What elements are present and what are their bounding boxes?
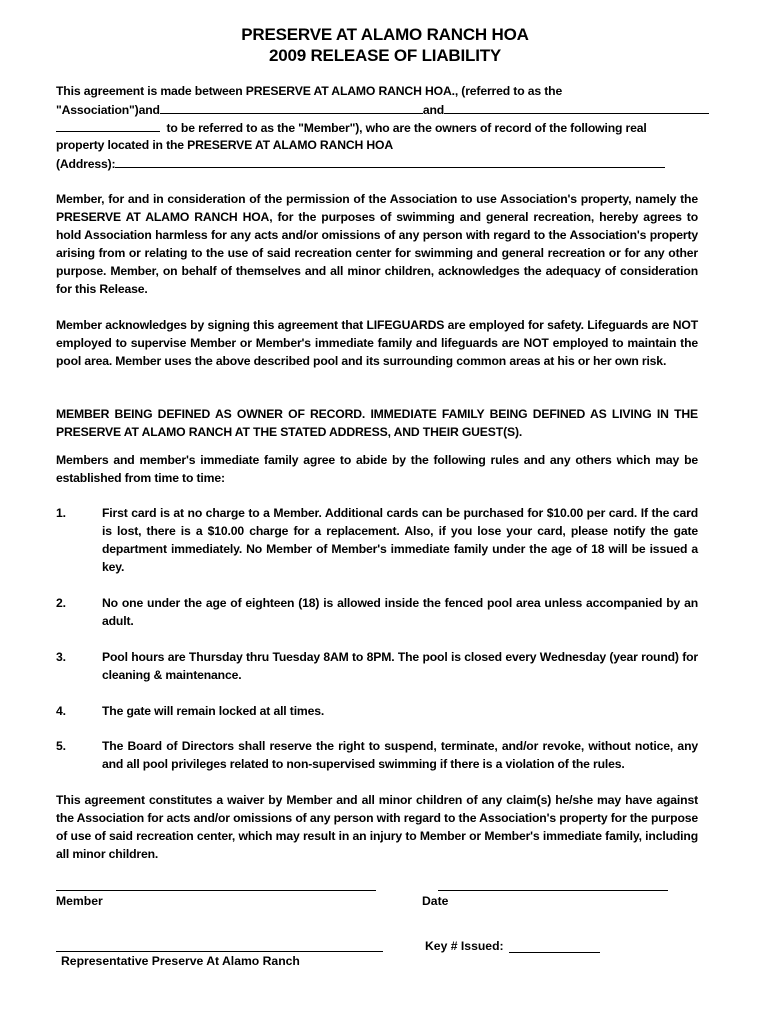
rule-text: Pool hours are Thursday thru Tuesday 8AM to 8PM. The pool is closed every Wednesday (year round) for cleaning & maintenance. — [102, 650, 698, 682]
member-name-blank-1[interactable] — [160, 100, 423, 114]
member-label: Member — [56, 894, 103, 908]
rule-item-2 — [56, 594, 698, 630]
rule-text: The gate will remain locked at all times. — [102, 704, 325, 718]
date-label: Date — [422, 894, 449, 908]
intro-association-text: "Association")and — [56, 103, 160, 117]
representative-label: Representative Preserve At Alamo Ranch — [61, 954, 300, 968]
rule-number: 1. — [56, 506, 66, 520]
rule-text: No one under the age of eighteen (18) is allowed inside the fenced pool area unless accompanied by an adult. — [102, 596, 698, 628]
rule-item-4 — [56, 702, 698, 720]
intro-line-1: This agreement is made between PRESERVE AT ALAMO RANCH HOA., (referred to as the — [56, 84, 563, 98]
definition-paragraph: MEMBER BEING DEFINED AS OWNER OF RECORD. IMMEDIATE FAMILY BEING DEFINED AS LIVING IN THE PRESERVE AT ALAMO RANCH AT THE STATED ADDRESS, AND THEIR GUEST(S). — [56, 407, 698, 439]
waiver-paragraph: This agreement constitutes a waiver by Member and all minor children of any claim(s) he/she may have against the Association for acts and/or omissions of any person with regard to the Association's property for the purpose of use of said recreation center, which may result in an injury to Member or Member's immediate family, including all minor children. — [56, 793, 698, 861]
intro-line-5 — [56, 154, 698, 172]
rules-intro-paragraph: Members and member's immediate family agree to abide by the following rules and any others which may be established from time to time: — [56, 453, 698, 485]
intro-line-3 — [56, 118, 698, 136]
intro-paragraph — [56, 82, 698, 172]
rule-item-5 — [56, 737, 698, 773]
date-line[interactable] — [438, 890, 668, 891]
intro-line-2 — [56, 100, 698, 118]
address-label: (Address): — [56, 157, 116, 171]
document-title: PRESERVE AT ALAMO RANCH HOA — [241, 25, 529, 44]
rule-text: The Board of Directors shall reserve the right to suspend, terminate, and/or revoke, without notice, any and all pool privileges related to non-supervised swimming if there is a violation of the rules. — [102, 739, 698, 771]
address-blank[interactable] — [115, 154, 665, 168]
rule-text: First card is at no charge to a Member. Additional cards can be purchased for $10.00 per card. If the card is lost, there is a $10.00 charge for a replacement. Also, if you lose your card, please notify the gate department immediately. No Member of Member's immediate family under the age of 18 will be issued a key. — [102, 506, 698, 574]
rule-item-1 — [56, 504, 698, 576]
lifeguards-paragraph: Member acknowledges by signing this agreement that LIFEGUARDS are employed for safety. Lifeguards are NOT employed to supervise Member or Member's immediate family and lifeguards are NOT employed to maintain the pool area. Member uses the above described pool and its surrounding common areas at his or her own risk. — [56, 318, 698, 368]
document-subtitle: 2009 RELEASE OF LIABILITY — [268, 46, 502, 65]
consideration-paragraph: Member, for and in consideration of the permission of the Association to use Association's property, namely the PRESERVE AT ALAMO RANCH HOA, for the purposes of swimming and general recreation, hereby agrees to hold Association harmless for any acts and/or omissions of any person with regard to the Association's property arising from or relating to the use of said recreation center for swimming and general recreation or for any other purpose. Member, on behalf of themselves and all minor children, acknowledges the adequacy of consideration for this Release. — [56, 192, 698, 296]
intro-and-text: and — [422, 103, 445, 117]
rule-number: 5. — [56, 739, 66, 753]
member-signature-line[interactable] — [56, 890, 376, 891]
member-name-blank-2[interactable] — [444, 100, 709, 114]
rule-number: 2. — [56, 596, 66, 610]
representative-signature-line[interactable] — [56, 951, 383, 952]
member-name-blank-3[interactable] — [56, 118, 160, 132]
rule-number: 3. — [56, 650, 66, 664]
key-number-line[interactable] — [509, 952, 600, 953]
intro-member-text: to be referred to as the "Member"), who are the owners of record of the following real — [166, 121, 647, 135]
rule-number: 4. — [56, 704, 66, 718]
rule-item-3 — [56, 648, 698, 684]
key-issued-label: Key # Issued: — [425, 939, 504, 953]
intro-line-4: property located in the PRESERVE AT ALAMO RANCH HOA — [56, 138, 394, 152]
